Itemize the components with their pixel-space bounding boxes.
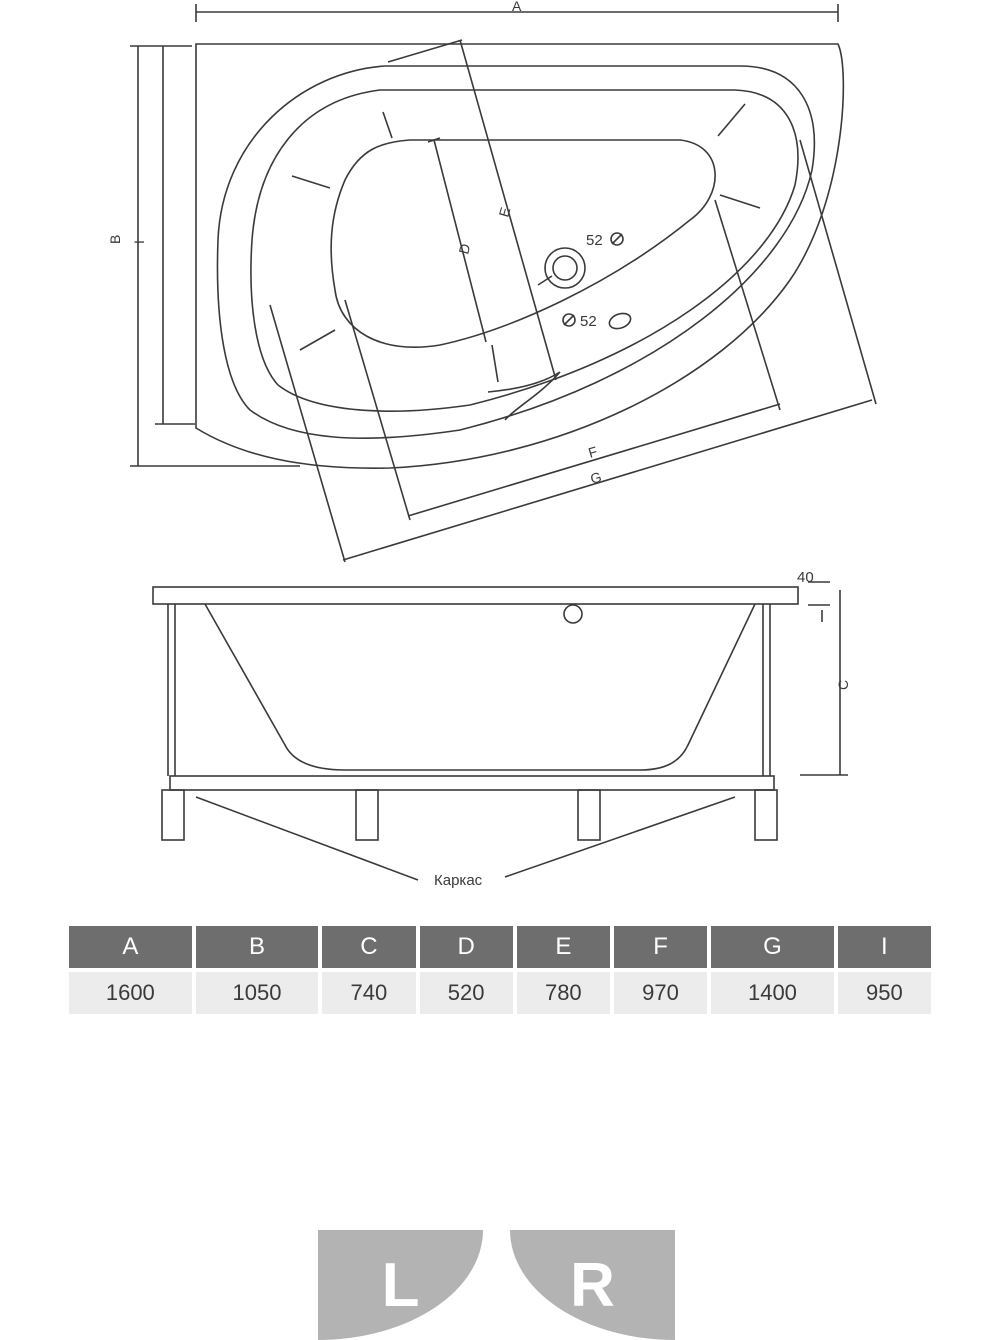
dim-label-d: D — [455, 242, 474, 256]
table-value-cell: 520 — [420, 968, 513, 1014]
drain — [545, 248, 585, 288]
table-header-cell: G — [711, 926, 834, 968]
right-version-button[interactable] — [510, 1230, 675, 1340]
table-header-row — [69, 926, 931, 968]
table-header-cell: A — [69, 926, 192, 968]
left-version-button[interactable] — [318, 1230, 483, 1340]
table-header-cell: C — [322, 926, 415, 968]
overflow — [607, 311, 632, 332]
table-value-cell: 1400 — [711, 968, 834, 1014]
dim-label-g: G — [588, 468, 604, 487]
tub-outer-rim — [196, 44, 843, 468]
frame-label: Каркас — [434, 872, 483, 889]
table-value-cell: 950 — [838, 968, 931, 1014]
frame-bar — [170, 776, 774, 790]
table-value-cell: 1600 — [69, 968, 192, 1014]
table-value-cell: 1050 — [196, 968, 319, 1014]
drain-diameter-label: 52 — [586, 232, 603, 249]
dim-label-e: E — [495, 205, 514, 219]
rim-thickness-label: 40 — [797, 569, 814, 586]
table-value-cell: 780 — [517, 968, 610, 1014]
tub-basin-outline — [251, 90, 798, 411]
table-value-row — [69, 968, 931, 1014]
tub-inner-rim — [217, 66, 814, 438]
table-header-cell: B — [196, 926, 319, 968]
tub-rim-side — [153, 587, 798, 604]
tub-body-side — [205, 604, 755, 770]
left-version-label: L — [381, 1251, 420, 1320]
table-value-cell: 970 — [614, 968, 707, 1014]
dim-label-c: C — [835, 679, 851, 690]
table-header-cell: F — [614, 926, 707, 968]
dim-label-b: B — [107, 234, 123, 244]
dim-label-f: F — [586, 443, 600, 461]
table-header-cell: E — [517, 926, 610, 968]
tub-bottom — [331, 140, 715, 347]
dim-label-i: I — [131, 240, 147, 244]
table-header-cell: I — [838, 926, 931, 968]
right-version-label: R — [570, 1251, 615, 1320]
overflow-diameter-label: 52 — [580, 313, 597, 330]
table-value-cell: 740 — [322, 968, 415, 1014]
dim-label-a: A — [512, 0, 522, 14]
dimensions-table — [65, 926, 935, 1014]
table-header-cell: D — [420, 926, 513, 968]
